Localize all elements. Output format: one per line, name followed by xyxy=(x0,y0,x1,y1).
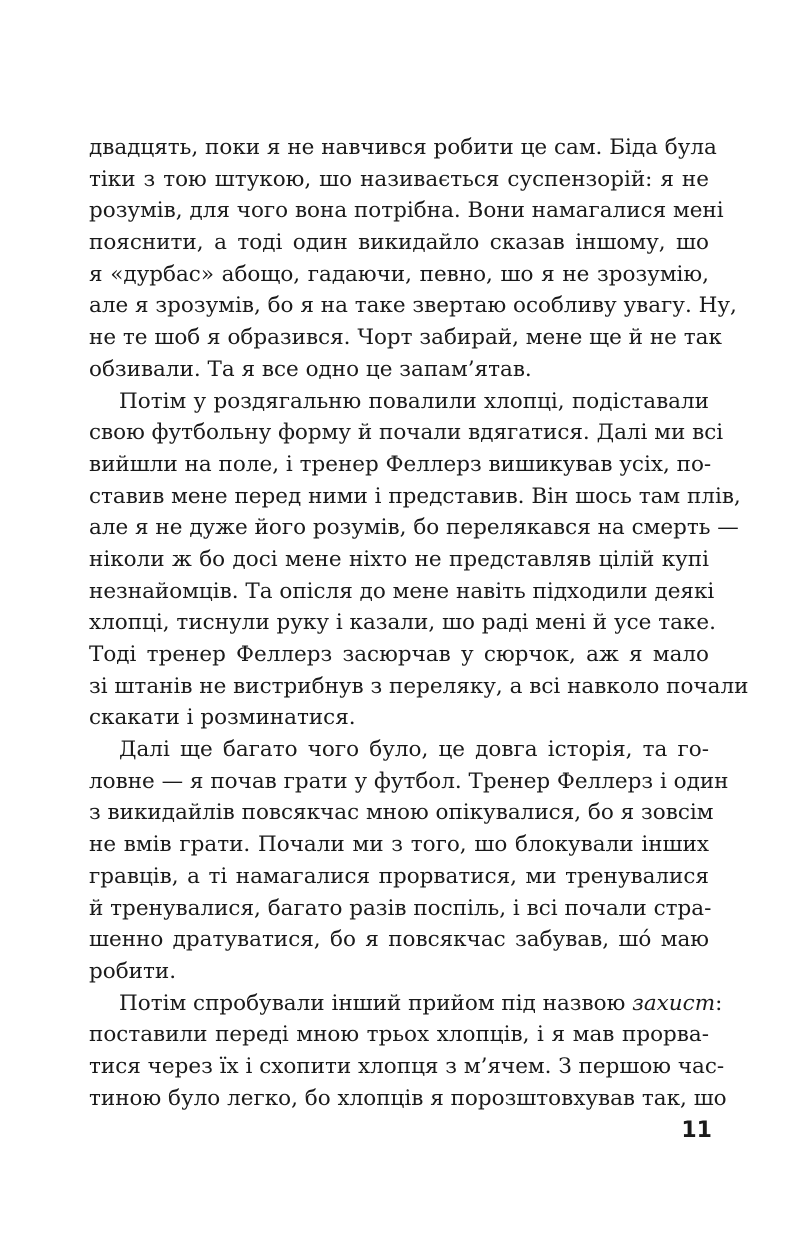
text-line: зі штанів не вистрибнув з переляку, а всі навколо почали xyxy=(89,673,749,699)
text-span: Потім спробували інший прийом під назвою xyxy=(119,990,633,1016)
text-line: розумів, для чого вона потрібна. Вони намагалися мені xyxy=(89,198,724,224)
page-text xyxy=(89,132,749,1114)
text-line: поставили переді мною трьох хлопців, і я мав прорва- xyxy=(89,1022,709,1048)
text-line xyxy=(89,988,723,1020)
text-line: двадцять, поки я не навчився робити це сам. Біда була xyxy=(89,135,717,160)
text-line: але я не дуже його розумів, бо перелякався на смерть — xyxy=(89,515,739,541)
text-line: гравців, а ті намагалися прорватися, ми тренувалися xyxy=(89,863,709,889)
text-line: обзивали. Та я все одно це запам’ятав. xyxy=(89,356,532,382)
page-number: 11 xyxy=(681,1118,712,1143)
text-line: не те шоб я образився. Чорт забирай, мене ще й не так xyxy=(89,325,722,351)
text-line: шенно дратуватися, бо я повсякчас забував, шó маю xyxy=(89,927,709,953)
text-line: тиною було легко, бо хлопців я порозштовхував так, шо xyxy=(89,1085,727,1111)
text-line: але я зрозумів, бо я на таке звертаю особливу увагу. Ну, xyxy=(89,293,737,319)
text-line: скакати і розминатися. xyxy=(89,705,356,731)
text-line: незнайомців. Та опісля до мене навіть підходили деякі xyxy=(89,578,715,604)
text-line: не вмів грати. Почали ми з того, шо блокували інших xyxy=(89,832,709,858)
text-line: тіки з тою штукою, шо називається суспензорій: я не xyxy=(89,166,709,192)
text-span: : xyxy=(715,990,723,1016)
text-line: пояснити, а тоді один викидайло сказав іншому, шо xyxy=(89,230,709,256)
text-line: вийшли на поле, і тренер Феллерз вишикував усіх, по- xyxy=(89,451,712,477)
text-line: свою футбольну форму й почали вдягатися. Далі ми всі xyxy=(89,420,724,446)
text-line: робити. xyxy=(89,958,177,984)
text-line: ставив мене перед ними і представив. Він шось там плів, xyxy=(89,483,741,509)
text-line: Далі ще багато чого було, це довга історія, та го- xyxy=(119,737,709,763)
text-line: ніколи ж бо досі мене ніхто не представляв цілій купі xyxy=(89,546,709,572)
text-line: Потім у роздягальню повалили хлопці, подіставали xyxy=(119,388,709,414)
text-line: тися через їх і схопити хлопця з м’ячем. З першою час- xyxy=(89,1053,725,1079)
text-line: хлопці, тиснули руку і казали, шо раді мені й усе таке. xyxy=(89,610,716,636)
text-line: з викидайлів повсякчас мною опікувалися, бо я зовсім xyxy=(89,800,714,826)
text-line: Тоді тренер Феллерз засюрчав у сюрчок, аж я мало xyxy=(89,642,709,667)
italic-term: захист xyxy=(632,990,716,1016)
text-line: я «дурбас» абощо, гадаючи, певно, шо я не зрозумію, xyxy=(89,261,709,287)
text-line: ловне — я почав грати у футбол. Тренер Феллерз і один xyxy=(89,768,729,794)
text-line: й тренувалися, багато разів поспіль, і всі почали стра- xyxy=(89,895,712,921)
